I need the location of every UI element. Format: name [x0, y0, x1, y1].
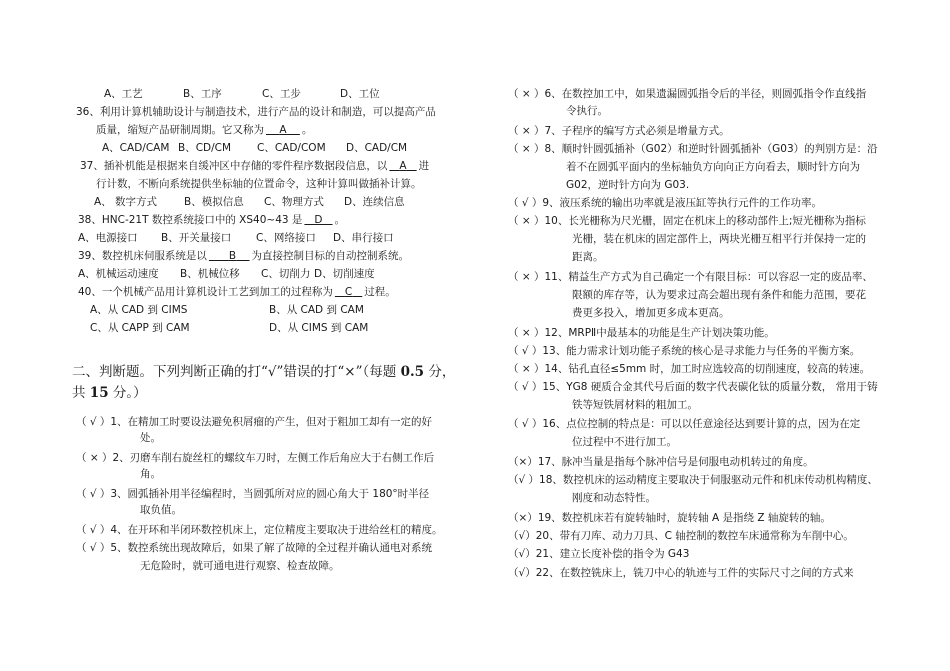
q40-text: 40、一个机械产品用计算机设计工艺到加工的过程称为: [78, 286, 333, 298]
tf-item-2: [76, 451, 434, 465]
q37-text-end: 进: [418, 160, 430, 172]
tf-mark-14: （ × ）: [508, 363, 545, 375]
tf-item-6: [508, 87, 866, 101]
tf-text-7a: 7、子程序的编写方式必须是增量方式。: [544, 125, 730, 137]
tf-item-17: [508, 455, 814, 469]
tf-text-19a: 19、数控机床若有旋转轴时，旋转轴 A 是指绕 Z 轴旋转的轴。: [537, 512, 831, 524]
q36-option-a: A、CAD/CAM: [102, 142, 170, 154]
q36-answer-value: A: [279, 124, 287, 136]
tf-item-19: [508, 511, 831, 525]
tf-text-8a: 8、顺时针圆弧插补（G02）和逆时针圆弧插补（G03）的判别方是：沿: [544, 143, 878, 155]
tf-item-20: [508, 529, 854, 543]
q39-line: [78, 249, 409, 263]
tf-text-11a: 11、精益生产方式为自己确定一个有限目标：可以容忍一定的废品率、: [544, 271, 873, 283]
tf-mark-3: （ √ ）: [76, 488, 111, 500]
tf-text-3b: 取负值。: [140, 504, 182, 516]
q40-answer-value: C: [344, 286, 353, 298]
q38-text-end: 。: [334, 214, 346, 226]
tf-text-1b: 处。: [140, 432, 161, 444]
section2-title-text-b: 分，: [424, 364, 456, 380]
tf-text-2a: 2、刃磨车削右旋丝杠的螺纹车刀时，左侧工作后角应大于右侧工作后: [112, 452, 435, 464]
tf-text-6b: 令执行。: [566, 105, 608, 117]
q38-option-d: D、串行接口: [333, 232, 394, 244]
tf-item-14: [508, 362, 870, 376]
q35-option-a: A、工艺: [104, 88, 143, 100]
tf-item-22: [508, 566, 854, 580]
q36-text-end: 。: [301, 124, 313, 136]
section2-title-line2: [72, 382, 147, 404]
q37-line2: 行计数，不断向系统提供坐标轴的位置命令，这种计算叫做插补计算。: [96, 178, 422, 190]
tf-mark-18: （√ ）: [508, 474, 540, 486]
section2-title-text-a: 二、判断题。下列判断正确的打“√”错误的打“×”（每题: [72, 364, 401, 380]
tf-text-5b: 无危险时，就可通电进行观察、检查故障。: [140, 560, 340, 572]
tf-text-10a: 10、长光栅称为尺光栅，固定在机床上的移动部件上;短光栅称为指标: [544, 215, 866, 227]
q40-option-d: D、从 CIMS 到 CAM: [269, 322, 369, 334]
tf-mark-22: （√）: [508, 567, 536, 579]
tf-mark-11: （ × ）: [508, 271, 545, 283]
tf-text-4a: 4、在开环和半闭环数控机床上，定位精度主要取决于进给丝杠的精度。: [110, 524, 443, 536]
q39-option-d: D、切削速度: [314, 268, 375, 280]
tf-text-22a: 22、在数控铣床上，铣刀中心的轨迹与工件的实际尺寸之间的方式来: [535, 567, 854, 579]
q36-answer: [264, 124, 302, 136]
q39-option-a: A、机械运动速度: [78, 268, 159, 280]
tf-mark-9: （ √ ）: [508, 197, 543, 209]
q36-line2: [76, 123, 312, 137]
q38-answer-value: D: [314, 214, 323, 226]
tf-text-13a: 13、能力需求计划功能子系统的核心是寻求能力与任务的平衡方案。: [542, 345, 861, 357]
q38-option-b: B、开关量接口: [161, 232, 232, 244]
tf-text-1a: 1、在精加工时要设法避免积屑瘤的产生，但对于粗加工却有一定的好: [110, 416, 433, 428]
tf-item-9: [508, 196, 822, 210]
section2-score: 0.5: [400, 364, 425, 380]
tf-mark-8: （ × ）: [508, 143, 545, 155]
tf-item-8: [508, 142, 878, 156]
q39-option-b: B、机械位移: [180, 268, 240, 280]
tf-text-17a: 17、脉冲当量是指每个脉冲信号是伺服电动机转过的角度。: [537, 456, 814, 468]
q38-option-a: A、电源接口: [78, 232, 138, 244]
tf-text-18b: 刚度和动态特性。: [572, 492, 656, 504]
q36-option-c: C、CAD/COM: [257, 142, 326, 154]
q37-option-d: D、连续信息: [344, 196, 405, 208]
tf-item-4: [76, 523, 443, 537]
tf-text-8c: G02，逆时针方向为 G03.: [566, 179, 690, 191]
section2-title-text-c: 共: [72, 385, 90, 401]
q37-text: 37、插补机能是根据来自缓冲区中存储的零件程序数据段信息，以: [80, 160, 388, 172]
q37-line1: [80, 159, 429, 173]
tf-mark-2: （ × ）: [76, 452, 113, 464]
tf-text-6a: 6、在数控加工中，如果遗漏圆弧指令后的半径，则圆弧指令作直线指: [544, 88, 867, 100]
tf-mark-13: （ √ ）: [508, 345, 543, 357]
tf-text-3a: 3、圆弧插补用半径编程时，当圆弧所对应的圆心角大于 180°时半径: [110, 488, 430, 500]
q40-option-b: B、从 CAD 到 CAM: [269, 304, 364, 316]
tf-text-15b: 铁等短铁屑材料的粗加工。: [572, 399, 698, 411]
q39-text: 39、数控机床伺服系统是以: [78, 250, 207, 262]
tf-mark-5: （ √ ）: [76, 542, 111, 554]
left-column: [72, 0, 476, 671]
section2-title-line1: [72, 361, 455, 383]
q40-answer: [333, 286, 364, 298]
tf-text-9a: 9、液压系统的输出功率就是液压缸等执行元件的工作功率。: [542, 197, 823, 209]
tf-text-2b: 角。: [140, 468, 161, 480]
tf-mark-21: （√）: [508, 548, 536, 560]
q37-option-a: A、 数字方式: [94, 196, 158, 208]
q37-answer-value: A: [399, 160, 407, 172]
q35-option-d: D、工位: [340, 88, 380, 100]
tf-text-10c: 距离。: [572, 251, 604, 263]
tf-mark-6: （ × ）: [508, 88, 545, 100]
q37-answer: [387, 160, 418, 172]
section2-title-text-d: 分。）: [108, 385, 147, 401]
q38-answer: [302, 214, 334, 226]
q38-option-c: C、网络接口: [256, 232, 316, 244]
q40-option-c: C、从 CAPP 到 CAM: [90, 322, 190, 334]
tf-mark-7: （ × ）: [508, 125, 545, 137]
q40-option-a: A、从 CAD 到 CIMS: [90, 304, 188, 316]
q36-text: 质量，缩短产品研制周期。它又称为: [96, 124, 264, 136]
q37-option-c: C、物理方式: [264, 196, 324, 208]
tf-text-14a: 14、钻孔直径≤5mm 时，加工时应选较高的切削速度，较高的转速。: [544, 363, 871, 375]
tf-item-21: [508, 547, 689, 561]
tf-item-10: [508, 214, 866, 228]
tf-text-21a: 21、建立长度补偿的指令为 G43: [535, 548, 690, 560]
q35-option-b: B、工序: [183, 88, 222, 100]
q39-answer: [207, 250, 252, 262]
q39-text-end: 为直接控制目标的自动控制系统。: [251, 250, 409, 262]
q37-option-b: B、模拟信息: [184, 196, 244, 208]
tf-text-20a: 20、带有刀库、动力刀具、C 轴控制的数控车床通常称为车削中心。: [535, 530, 854, 542]
tf-mark-4: （ √ ）: [76, 524, 111, 536]
tf-text-18a: 18、数控机床的运动精度主要取决于伺服驱动元件和机床传动机构精度、: [539, 474, 878, 486]
tf-mark-19: （×）: [508, 512, 538, 524]
tf-text-11b: 限额的库存等，认为要求过高会超出现有条件和能力范围，要花: [572, 289, 866, 301]
tf-text-10b: 光栅，装在机床的固定部件上，两块光栅互相平行并保持一定的: [572, 233, 866, 245]
tf-text-11c: 费更多投入，增加更多成本更高。: [572, 307, 730, 319]
tf-text-12a: 12、MRPⅡ中最基本的功能是生产计划决策功能。: [544, 327, 775, 339]
tf-mark-1: （ √ ）: [76, 416, 111, 428]
q35-option-c: C、工步: [262, 88, 301, 100]
q39-option-c: C、切削力: [261, 268, 311, 280]
q40-line: [78, 285, 396, 299]
tf-text-5a: 5、数控系统出现故障后，如果了解了故障的全过程并确认通电对系统: [110, 542, 433, 554]
q40-text-end: 过程。: [364, 286, 396, 298]
section2-total: 15: [89, 385, 109, 401]
tf-text-16b: 位过程中不进行加工。: [572, 436, 677, 448]
tf-mark-10: （ × ）: [508, 215, 545, 227]
tf-item-18: [508, 473, 878, 487]
tf-mark-15: （ √ ）: [508, 381, 543, 393]
q36-option-b: B、CD/CM: [178, 142, 232, 154]
tf-mark-16: （ √ ）: [508, 418, 543, 430]
q36-line1: 36、利用计算机辅助设计与制造技术，进行产品的设计和制造，可以提高产品: [76, 106, 436, 118]
tf-item-13: [508, 344, 860, 358]
right-column: [508, 0, 900, 671]
tf-mark-12: （ × ）: [508, 327, 545, 339]
tf-mark-17: （×）: [508, 456, 538, 468]
tf-item-5: [76, 541, 432, 555]
tf-item-16: [508, 417, 860, 431]
q38-text: 38、HNC-21T 数控系统接口中的 XS40~43 是: [78, 214, 303, 226]
tf-text-16a: 16、点位控制的特点是：可以以任意途径达到要计算的点，因为在定: [542, 418, 861, 430]
q39-answer-value: B: [228, 250, 237, 262]
tf-mark-20: （√）: [508, 530, 536, 542]
tf-item-3: [76, 487, 429, 501]
tf-text-8b: 着不在圆弧平面内的坐标轴负方向向正方向看去，顺时针方向为: [566, 161, 860, 173]
tf-item-1: [76, 415, 432, 429]
tf-item-7: [508, 124, 730, 138]
tf-item-11: [508, 270, 873, 284]
tf-text-15a: 15、YG8 硬质合金其代号后面的数字代表碳化钛的质量分数， 常用于铸: [542, 381, 878, 393]
q38-line: [78, 213, 345, 227]
tf-item-12: [508, 326, 775, 340]
q36-option-d: D、CAD/CM: [346, 142, 408, 154]
tf-item-15: [508, 380, 878, 394]
